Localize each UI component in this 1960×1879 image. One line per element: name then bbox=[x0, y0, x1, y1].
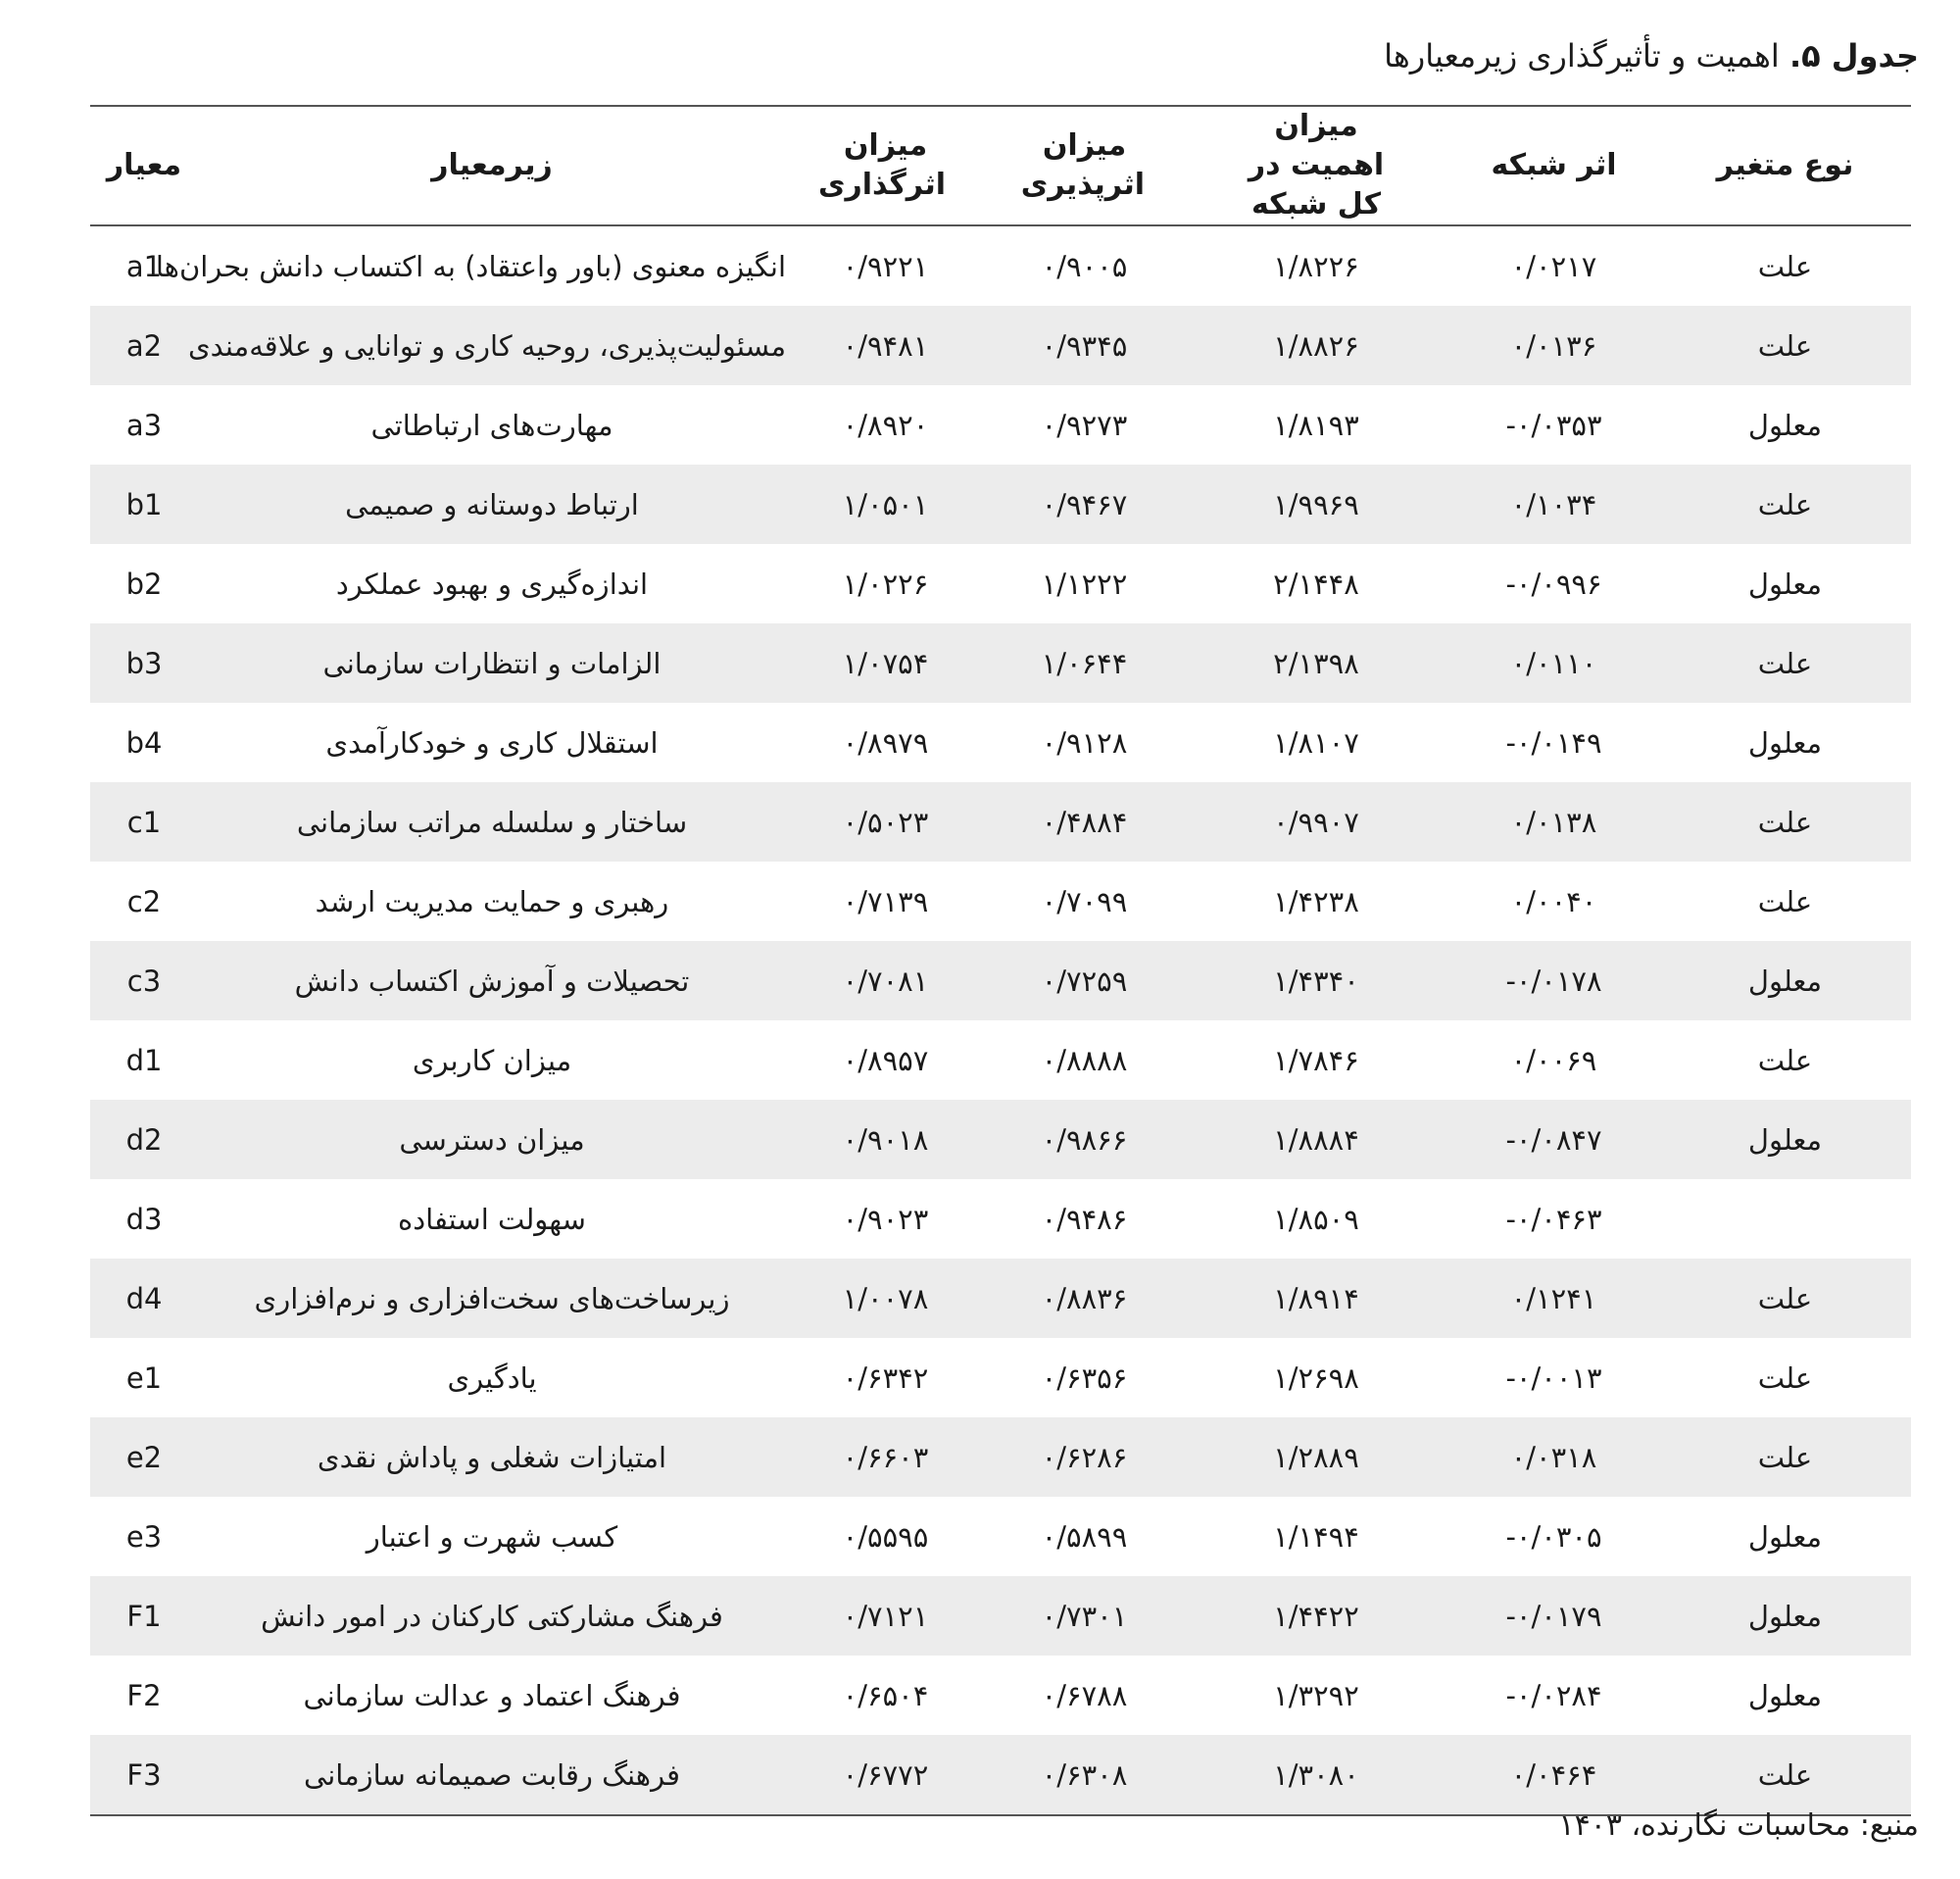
net-effect-value: ۰/۰۰۴۰ bbox=[1510, 884, 1597, 918]
subcriterion-name: ساختار و سلسله مراتب سازمانی bbox=[198, 782, 786, 862]
susceptibility-value: ۰/۶۳۵۶ bbox=[1041, 1360, 1128, 1395]
net-effect-value: -۰/۰۳۰۵ bbox=[1505, 1519, 1602, 1554]
variable-type: علت bbox=[1757, 884, 1813, 918]
caption-prefix: جدول ۵. bbox=[1788, 37, 1919, 74]
net-effect-value: -۰/۰۲۸۴ bbox=[1505, 1678, 1602, 1712]
criterion-code: a1 bbox=[125, 249, 163, 283]
influence-value: ۰/۷۱۳۹ bbox=[842, 884, 929, 918]
table-row bbox=[90, 1656, 1911, 1735]
table-row bbox=[90, 941, 1911, 1020]
importance-value: ۱/۸۲۲۶ bbox=[1273, 249, 1359, 283]
susceptibility-value: ۰/۹۰۰۵ bbox=[1041, 249, 1128, 283]
subcriterion-name: سهولت استفاده bbox=[398, 1202, 586, 1236]
importance-value: ۱/۲۸۸۹ bbox=[1184, 1417, 1448, 1497]
criterion-code: e3 bbox=[125, 1519, 163, 1554]
subcriterion-name: فرهنگ مشارکتی کارکنان در امور دانش bbox=[198, 1576, 786, 1656]
table-row bbox=[90, 306, 1911, 385]
table-row bbox=[90, 1576, 1911, 1656]
variable-type: علت bbox=[1659, 306, 1911, 385]
header-importance: میزان اهمیت در کل شبکه bbox=[1184, 106, 1448, 225]
susceptibility-value: ۰/۹۴۶۷ bbox=[985, 465, 1184, 544]
influence-value: ۱/۰۲۲۶ bbox=[842, 567, 929, 601]
subcriterion-name: انگیزه معنوی (باور واعتقاد) به اکتساب دانش بحران‌ها bbox=[155, 249, 786, 283]
susceptibility-value: ۰/۹۱۲۸ bbox=[1041, 725, 1128, 760]
influence-value: ۱/۰۵۰۱ bbox=[786, 465, 985, 544]
variable-type: علت bbox=[1757, 1360, 1813, 1395]
caption-text: اهمیت و تأثیرگذاری زیرمعیارها bbox=[1384, 37, 1780, 74]
variable-type: معلول bbox=[1659, 1100, 1911, 1179]
susceptibility-value: ۰/۷۰۹۹ bbox=[1041, 884, 1128, 918]
subcriterion-name: اندازه‌گیری و بهبود عملکرد bbox=[335, 567, 649, 601]
importance-value: ۱/۸۱۰۷ bbox=[1273, 725, 1359, 760]
net-effect-value: -۰/۰۰۱۳ bbox=[1505, 1360, 1602, 1395]
susceptibility-value: ۰/۷۳۰۱ bbox=[985, 1576, 1184, 1656]
criterion-code: c3 bbox=[90, 941, 198, 1020]
source-note: منبع: محاسبات نگارنده، ۱۴۰۳ bbox=[1558, 1808, 1919, 1843]
importance-value: ۱/۸۸۸۴ bbox=[1184, 1100, 1448, 1179]
net-effect-value: -۰/۰۳۵۳ bbox=[1505, 408, 1602, 442]
susceptibility-value: ۰/۵۸۹۹ bbox=[1041, 1519, 1128, 1554]
header-influence: میزان اثرگذاری bbox=[786, 106, 985, 225]
influence-value: ۰/۷۱۲۱ bbox=[786, 1576, 985, 1656]
subcriterion-name: ارتباط دوستانه و صمیمی bbox=[198, 465, 786, 544]
influence-value: ۱/۰۰۷۸ bbox=[786, 1259, 985, 1338]
table-row bbox=[90, 1497, 1911, 1576]
importance-value: ۱/۴۲۳۸ bbox=[1273, 884, 1359, 918]
header-criterion: معیار bbox=[90, 106, 198, 225]
variable-type: علت bbox=[1757, 1043, 1813, 1077]
variable-type bbox=[1659, 1179, 1911, 1259]
susceptibility-value: ۰/۴۸۸۴ bbox=[985, 782, 1184, 862]
influence-value: ۰/۵۰۲۳ bbox=[786, 782, 985, 862]
net-effect-value: ۰/۰۳۱۸ bbox=[1448, 1417, 1659, 1497]
header-variable-type: نوع متغیر bbox=[1659, 106, 1911, 225]
variable-type: معلول bbox=[1747, 725, 1823, 760]
influence-value: ۰/۷۰۸۱ bbox=[786, 941, 985, 1020]
susceptibility-value: ۰/۷۲۵۹ bbox=[985, 941, 1184, 1020]
influence-value: ۰/۹۰۲۳ bbox=[842, 1202, 929, 1236]
table-row bbox=[90, 465, 1911, 544]
influence-value: ۱/۰۷۵۴ bbox=[786, 623, 985, 703]
variable-type: علت bbox=[1757, 249, 1813, 283]
subcriterion-name: کسب شهرت و اعتبار bbox=[366, 1519, 618, 1554]
net-effect-value: ۰/۰۲۱۷ bbox=[1510, 249, 1597, 283]
variable-type: علت bbox=[1659, 465, 1911, 544]
importance-value: ۱/۸۵۰۹ bbox=[1273, 1202, 1359, 1236]
variable-type: معلول bbox=[1747, 408, 1823, 442]
susceptibility-value: ۰/۹۲۷۳ bbox=[1041, 408, 1128, 442]
subcriterion-name: فرهنگ رقابت صمیمانه سازمانی bbox=[198, 1735, 786, 1815]
table-row bbox=[90, 1259, 1911, 1338]
criterion-code: c1 bbox=[90, 782, 198, 862]
subcriterion-name: الزامات و انتظارات سازمانی bbox=[198, 623, 786, 703]
table-caption bbox=[1384, 37, 1919, 74]
influence-value: ۰/۶۶۰۳ bbox=[786, 1417, 985, 1497]
header-susceptibility: میزان اثرپذیری bbox=[985, 106, 1184, 225]
influence-value: ۰/۹۴۸۱ bbox=[786, 306, 985, 385]
importance-value: ۱/۳۲۹۲ bbox=[1273, 1678, 1359, 1712]
variable-type: علت bbox=[1659, 1259, 1911, 1338]
table-row bbox=[90, 1020, 1911, 1100]
net-effect-value: -۰/۰۱۷۸ bbox=[1448, 941, 1659, 1020]
influence-value: ۰/۸۹۲۰ bbox=[842, 408, 929, 442]
susceptibility-value: ۰/۹۴۸۶ bbox=[1041, 1202, 1128, 1236]
susceptibility-value: ۰/۶۳۰۸ bbox=[985, 1735, 1184, 1815]
criterion-code: b4 bbox=[125, 725, 163, 760]
influence-value: ۰/۶۳۴۲ bbox=[842, 1360, 929, 1395]
subcriterion-name: میزان کاربری bbox=[412, 1043, 572, 1077]
susceptibility-value: ۰/۸۸۸۸ bbox=[1041, 1043, 1128, 1077]
header-subcriterion: زیرمعیار bbox=[198, 106, 786, 225]
variable-type: معلول bbox=[1659, 941, 1911, 1020]
variable-type: علت bbox=[1659, 1735, 1911, 1815]
table-body bbox=[90, 225, 1911, 1815]
criterion-code: d1 bbox=[125, 1043, 163, 1077]
header-net-effect: اثر شبکه bbox=[1448, 106, 1659, 225]
net-effect-value: -۰/۰۴۶۳ bbox=[1505, 1202, 1602, 1236]
subcriterion-name: رهبری و حمایت مدیریت ارشد bbox=[315, 884, 669, 918]
importance-value: ۱/۸۹۱۴ bbox=[1184, 1259, 1448, 1338]
criterion-code: b2 bbox=[125, 567, 163, 601]
criterion-code: b1 bbox=[90, 465, 198, 544]
influence-value: ۰/۸۹۵۷ bbox=[842, 1043, 929, 1077]
variable-type: علت bbox=[1659, 1417, 1911, 1497]
importance-value: ۰/۹۹۰۷ bbox=[1184, 782, 1448, 862]
criterion-code: F2 bbox=[126, 1678, 162, 1712]
variable-type: معلول bbox=[1747, 567, 1823, 601]
criterion-code: d2 bbox=[90, 1100, 198, 1179]
table-row bbox=[90, 782, 1911, 862]
table-row bbox=[90, 1735, 1911, 1815]
susceptibility-value: ۰/۶۲۸۶ bbox=[985, 1417, 1184, 1497]
importance-value: ۱/۴۴۲۲ bbox=[1184, 1576, 1448, 1656]
table-row bbox=[90, 385, 1911, 465]
criterion-code: e2 bbox=[90, 1417, 198, 1497]
susceptibility-value: ۱/۱۲۲۲ bbox=[1041, 567, 1128, 601]
variable-type: معلول bbox=[1747, 1678, 1823, 1712]
criterion-code: F3 bbox=[90, 1735, 198, 1815]
influence-value: ۰/۶۷۷۲ bbox=[786, 1735, 985, 1815]
table-row bbox=[90, 1179, 1911, 1259]
table-row bbox=[90, 544, 1911, 623]
variable-type: معلول bbox=[1747, 1519, 1823, 1554]
subcriterion-name: فرهنگ اعتماد و عدالت سازمانی bbox=[303, 1678, 681, 1712]
importance-value: ۱/۸۱۹۳ bbox=[1273, 408, 1359, 442]
susceptibility-value: ۱/۰۶۴۴ bbox=[985, 623, 1184, 703]
importance-value: ۱/۳۰۸۰ bbox=[1184, 1735, 1448, 1815]
criterion-code: a2 bbox=[90, 306, 198, 385]
net-effect-value: -۰/۰۸۴۷ bbox=[1448, 1100, 1659, 1179]
header-row bbox=[90, 106, 1911, 225]
susceptibility-value: ۰/۸۸۳۶ bbox=[985, 1259, 1184, 1338]
table-row bbox=[90, 1417, 1911, 1497]
importance-value: ۲/۱۳۹۸ bbox=[1184, 623, 1448, 703]
net-effect-value: ۰/۰۱۱۰ bbox=[1448, 623, 1659, 703]
influence-value: ۰/۵۵۹۵ bbox=[842, 1519, 929, 1554]
importance-value: ۱/۲۶۹۸ bbox=[1273, 1360, 1359, 1395]
importance-value: ۱/۴۳۴۰ bbox=[1184, 941, 1448, 1020]
table-row bbox=[90, 1338, 1911, 1417]
subcriterion-name: امتیازات شغلی و پاداش نقدی bbox=[198, 1417, 786, 1497]
variable-type: معلول bbox=[1659, 1576, 1911, 1656]
table-row bbox=[90, 225, 1911, 306]
table-row bbox=[90, 1100, 1911, 1179]
net-effect-value: -۰/۰۱۴۹ bbox=[1505, 725, 1602, 760]
susceptibility-value: ۰/۹۳۴۵ bbox=[985, 306, 1184, 385]
subcriterion-name: استقلال کاری و خودکارآمدی bbox=[325, 725, 659, 760]
net-effect-value: ۰/۱۰۳۴ bbox=[1448, 465, 1659, 544]
criterion-code: a3 bbox=[125, 408, 163, 442]
net-effect-value: ۰/۰۴۶۴ bbox=[1448, 1735, 1659, 1815]
variable-type: علت bbox=[1659, 782, 1911, 862]
net-effect-value: ۰/۰۰۶۹ bbox=[1510, 1043, 1597, 1077]
subcriterion-name: تحصیلات و آموزش اکتساب دانش bbox=[198, 941, 786, 1020]
importance-value: ۱/۸۸۲۶ bbox=[1184, 306, 1448, 385]
criterion-code: e1 bbox=[125, 1360, 163, 1395]
data-table bbox=[90, 105, 1911, 1816]
criterion-code: b3 bbox=[90, 623, 198, 703]
importance-value: ۱/۱۴۹۴ bbox=[1273, 1519, 1359, 1554]
criterion-code: c2 bbox=[126, 884, 162, 918]
table-row bbox=[90, 623, 1911, 703]
net-effect-value: ۰/۰۱۳۸ bbox=[1448, 782, 1659, 862]
net-effect-value: -۰/۰۱۷۹ bbox=[1448, 1576, 1659, 1656]
net-effect-value: ۰/۰۱۳۶ bbox=[1448, 306, 1659, 385]
criterion-code: d3 bbox=[125, 1202, 163, 1236]
subcriterion-name: مهارت‌های ارتباطاتی bbox=[370, 408, 613, 442]
susceptibility-value: ۰/۶۷۸۸ bbox=[1041, 1678, 1128, 1712]
criterion-code: F1 bbox=[90, 1576, 198, 1656]
influence-value: ۰/۶۵۰۴ bbox=[842, 1678, 929, 1712]
importance-value: ۲/۱۴۴۸ bbox=[1273, 567, 1359, 601]
criterion-code: d4 bbox=[90, 1259, 198, 1338]
table-row bbox=[90, 862, 1911, 941]
net-effect-value: ۰/۱۲۴۱ bbox=[1448, 1259, 1659, 1338]
table-row bbox=[90, 703, 1911, 782]
subcriterion-name: مسئولیت‌پذیری، روحیه کاری و توانایی و علاقه‌مندی bbox=[198, 306, 786, 385]
influence-value: ۰/۹۲۲۱ bbox=[842, 249, 929, 283]
subcriterion-name: میزان دسترسی bbox=[198, 1100, 786, 1179]
susceptibility-value: ۰/۹۸۶۶ bbox=[985, 1100, 1184, 1179]
importance-value: ۱/۷۸۴۶ bbox=[1273, 1043, 1359, 1077]
importance-value: ۱/۹۹۶۹ bbox=[1184, 465, 1448, 544]
net-effect-value: -۰/۰۹۹۶ bbox=[1505, 567, 1602, 601]
subcriterion-name: یادگیری bbox=[447, 1360, 537, 1395]
influence-value: ۰/۹۰۱۸ bbox=[786, 1100, 985, 1179]
variable-type: علت bbox=[1659, 623, 1911, 703]
subcriterion-name: زیرساخت‌های سخت‌افزاری و نرم‌افزاری bbox=[198, 1259, 786, 1338]
influence-value: ۰/۸۹۷۹ bbox=[842, 725, 929, 760]
